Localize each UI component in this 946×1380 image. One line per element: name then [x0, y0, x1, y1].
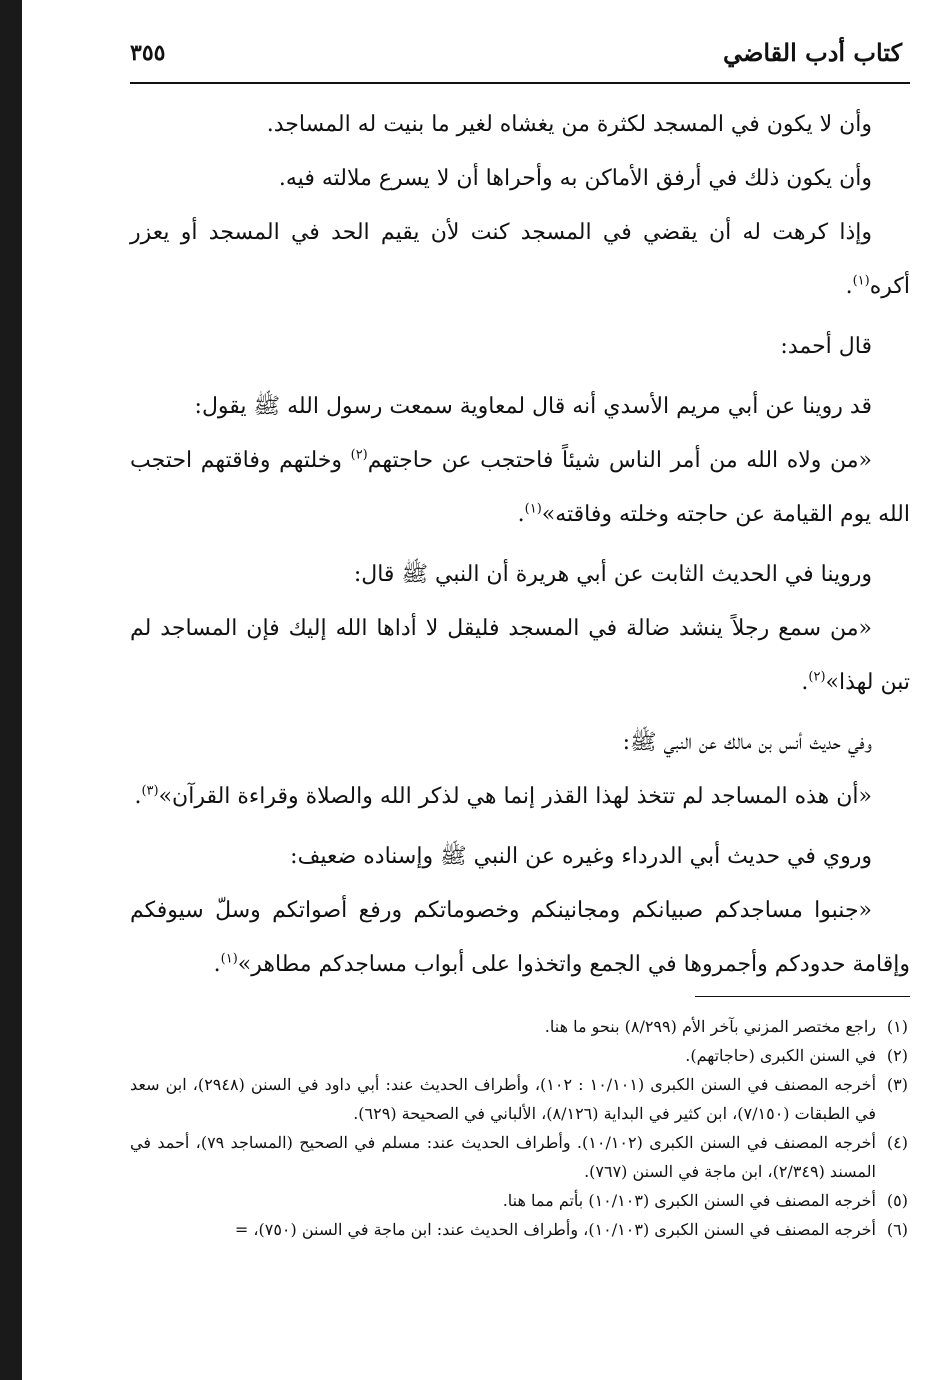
paragraph: وفي حديث أنس بن مالك عن النبي ﷺ: [622, 730, 872, 755]
footnote [130, 1070, 910, 1128]
footnote [130, 1215, 910, 1244]
footnote [130, 1186, 910, 1215]
footnote-text: أخرجه المصنف في السنن الكبرى (١٠/١٠٣)، وأطراف الحديث عند: ابن ماجة في السنن (٧٥٠)، = [234, 1220, 876, 1239]
hadith-quote: «من سمع رجلاً ينشد ضالة في المسجد فليقل لا أداها الله إليك فإن المساجد لم تبن لهذا»$^{(٢)}$. [130, 616, 910, 695]
footnote-text: أخرجه المصنف في السنن الكبرى (١٠/١٠٣) بأتم مما هنا. [502, 1191, 876, 1210]
footnote-ref: (٢) [350, 447, 368, 463]
footnote-number: (٣) [886, 1075, 908, 1094]
main-text [130, 98, 910, 992]
footnote-number: (١) [886, 1017, 908, 1036]
footnote-separator [695, 996, 910, 997]
paragraph: قد روينا عن أبي مريم الأسدي أنه قال لمعاوية سمعت رسول الله ﷺ يقول: [194, 394, 872, 419]
footnote [130, 1041, 910, 1070]
footnote-number: (٦) [886, 1220, 908, 1239]
hadith-quote: «جنبوا مساجدكم صبيانكم ومجانينكم وخصوماتكم ورفع أصواتكم وسلّ سيوفكم وإقامة حدودكم وأجمروها في الجمع واتخذوا على أبواب مساجدكم مطاهر»$^{(١)}$. [130, 898, 910, 977]
footnote-ref: (١) [220, 951, 238, 967]
page-header [130, 38, 910, 74]
footnote-ref: (١) [852, 273, 870, 289]
paragraph: وروينا في الحديث الثابت عن أبي هريرة أن النبي ﷺ قال: [353, 562, 872, 587]
hadith-quote: «من ولاه الله من أمر الناس شيئاً فاحتجب عن حاجتهم$^{(٢)}$ وخلتهم وفاقتهم احتجب الله يوم القيامة عن حاجته وخلته وفاقته»$^{(١)}$. [130, 447, 910, 527]
paragraph: قال أحمد: [780, 334, 872, 359]
header-rule [130, 82, 910, 84]
running-title: كتاب أدب القاضي [722, 38, 902, 67]
footnote [130, 1128, 910, 1186]
footnote-ref: (١) [524, 501, 542, 517]
hadith-quote: «أن هذه المساجد لم تتخذ لهذا القذر إنما هي لذكر الله والصلاة وقراءة القرآن»$^{(٣)}$. [134, 783, 872, 809]
book-page [40, 0, 910, 1380]
paragraph: وأن يكون ذلك في أرفق الأماكن به وأحراها أن لا يسرع ملالته فيه. [278, 166, 872, 191]
paragraph: وأن لا يكون في المسجد لكثرة من يغشاه لغير ما بنيت له المساجد. [266, 112, 872, 137]
footnote-number: (٢) [886, 1046, 908, 1065]
footnotes [130, 1012, 910, 1244]
footnote-text: راجع مختصر المزني بآخر الأم (٨/٢٩٩) بنحو ما هنا. [544, 1017, 876, 1036]
paragraph: وإذا كرهت له أن يقضي في المسجد كنت لأن يقيم الحد في المسجد أو يعزر أكره$^{(١)}$. [130, 220, 910, 299]
footnote-text: في السنن الكبرى (حاجاتهم). [685, 1046, 876, 1065]
footnote-ref: (٢) [808, 669, 826, 685]
footnote [130, 1012, 910, 1041]
paragraph: وروي في حديث أبي الدرداء وغيره عن النبي ﷺ وإسناده ضعيف: [290, 844, 872, 869]
scan-edge-shadow [0, 0, 22, 1380]
footnote-number: (٥) [886, 1191, 908, 1210]
footnote-text: أخرجه المصنف في السنن الكبرى (١٠/١٠٢). وأطراف الحديث عند: مسلم في الصحيح (المساجد ٧٩)، أحمد في المسند (٢/٣٤٩)، ابن ماجة في السنن (٧٦٧). [130, 1133, 876, 1181]
footnote-number: (٤) [886, 1133, 908, 1152]
footnote-text: أخرجه المصنف في السنن الكبرى (١٠/١٠١ : ١٠٢)، وأطراف الحديث عند: أبي داود في السنن (٢٩٤٨)، ابن سعد في الطبقات (٧/١٥٠)، ابن كثير في البداية (٨/١٢٦)، الألباني في الصحيحة (٦٢٩). [130, 1075, 877, 1123]
page-number: ٣٥٥ [130, 40, 166, 66]
footnote-ref: (٣) [141, 783, 159, 799]
